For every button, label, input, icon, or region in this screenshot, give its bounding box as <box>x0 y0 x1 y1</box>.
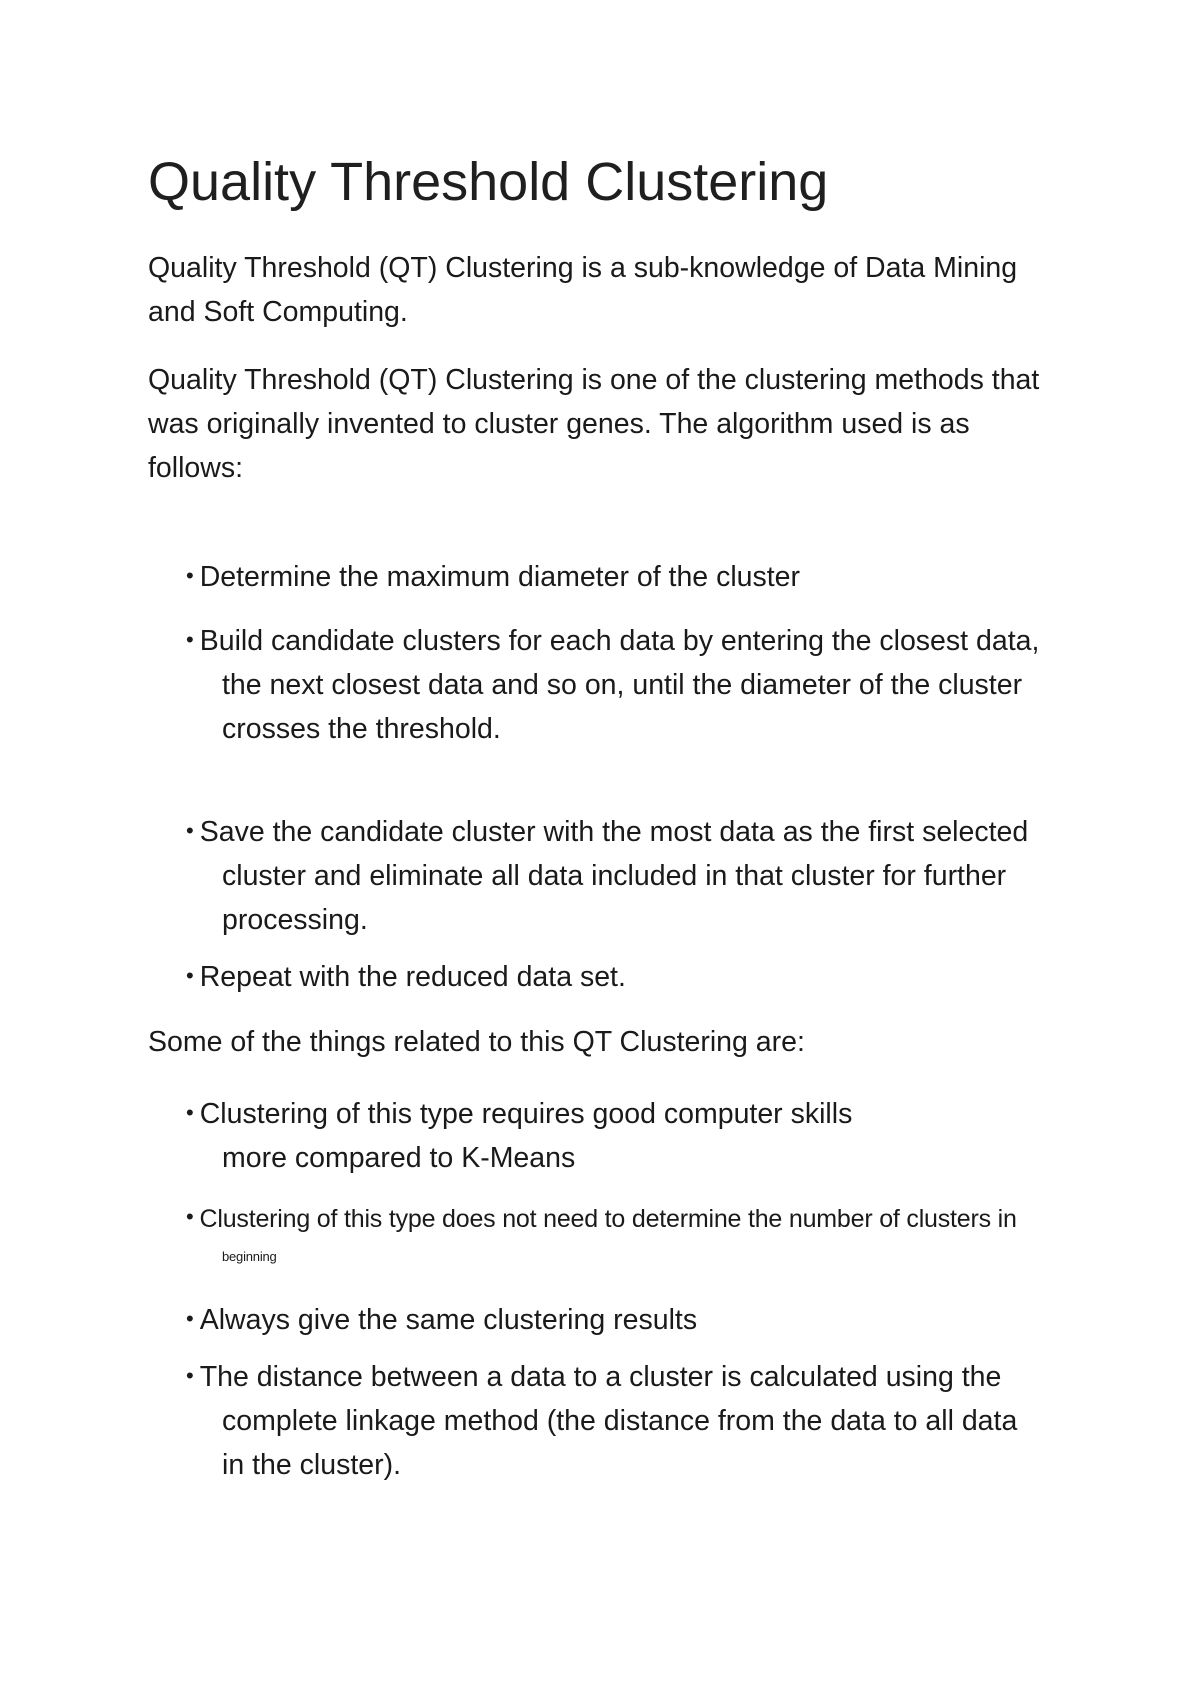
related-4-line-3: in the cluster). <box>222 1449 401 1481</box>
related-1-line-2: more compared to K-Means <box>222 1142 576 1174</box>
bullet-dot: • <box>186 563 194 588</box>
related-heading-text: Some of the things related to this QT Clustering are: <box>148 1026 805 1058</box>
step-4-line-1: Repeat with the reduced data set. <box>199 961 626 993</box>
bullet-dot: • <box>186 1363 194 1388</box>
related-1-line-1: Clustering of this type requires good computer skills <box>199 1098 853 1130</box>
intro-2-line-3: follows: <box>148 452 244 484</box>
intro-1-line-2: and Soft Computing. <box>148 296 408 328</box>
algorithm-step-4 <box>186 954 1086 999</box>
related-3-line-1: Always give the same clustering results <box>199 1304 698 1336</box>
bullet-dot: • <box>186 627 194 652</box>
bullet-dot: • <box>186 1204 194 1229</box>
step-2-line-1: Build candidate clusters for each data by entering the closest data, <box>199 625 1040 657</box>
algorithm-step-3 <box>186 809 1086 942</box>
intro-1-line-1: Quality Threshold (QT) Clustering is a sub-knowledge of Data Mining <box>148 252 1018 284</box>
related-4-line-1: The distance between a data to a cluster is calculated using the <box>199 1361 1002 1393</box>
bullet-dot: • <box>186 818 194 843</box>
intro-2-line-1: Quality Threshold (QT) Clustering is one of the clustering methods that <box>148 364 1040 396</box>
bullet-dot: • <box>186 1100 194 1125</box>
intro-paragraph-2 <box>148 358 1068 490</box>
bullet-dot: • <box>186 963 194 988</box>
related-item-3 <box>186 1297 1086 1342</box>
intro-paragraph-1 <box>148 246 1068 334</box>
related-2-line-2: beginning <box>222 1249 277 1264</box>
bullet-dot: • <box>186 1306 194 1331</box>
page-title: Quality Threshold Clustering <box>148 152 829 212</box>
algorithm-step-1 <box>186 554 1086 599</box>
step-2-line-2: the next closest data and so on, until the diameter of the cluster <box>222 669 1023 701</box>
step-3-line-3: processing. <box>222 904 368 936</box>
step-1-line-1: Determine the maximum diameter of the cluster <box>199 561 801 593</box>
algorithm-step-2 <box>186 618 1086 751</box>
related-item-1 <box>186 1091 1086 1180</box>
related-4-line-2: complete linkage method (the distance from the data to all data <box>222 1405 1018 1437</box>
related-item-2 <box>186 1195 1086 1267</box>
step-3-line-2: cluster and eliminate all data included in that cluster for further <box>222 860 1007 892</box>
step-3-line-1: Save the candidate cluster with the most data as the first selected <box>199 816 1029 848</box>
related-heading <box>148 1020 1068 1064</box>
step-2-line-3: crosses the threshold. <box>222 713 501 745</box>
related-2-line-1: Clustering of this type does not need to determine the number of clusters in <box>199 1205 1017 1233</box>
intro-2-line-2: was originally invented to cluster genes. The algorithm used is as <box>148 408 970 440</box>
related-item-4 <box>186 1354 1086 1487</box>
